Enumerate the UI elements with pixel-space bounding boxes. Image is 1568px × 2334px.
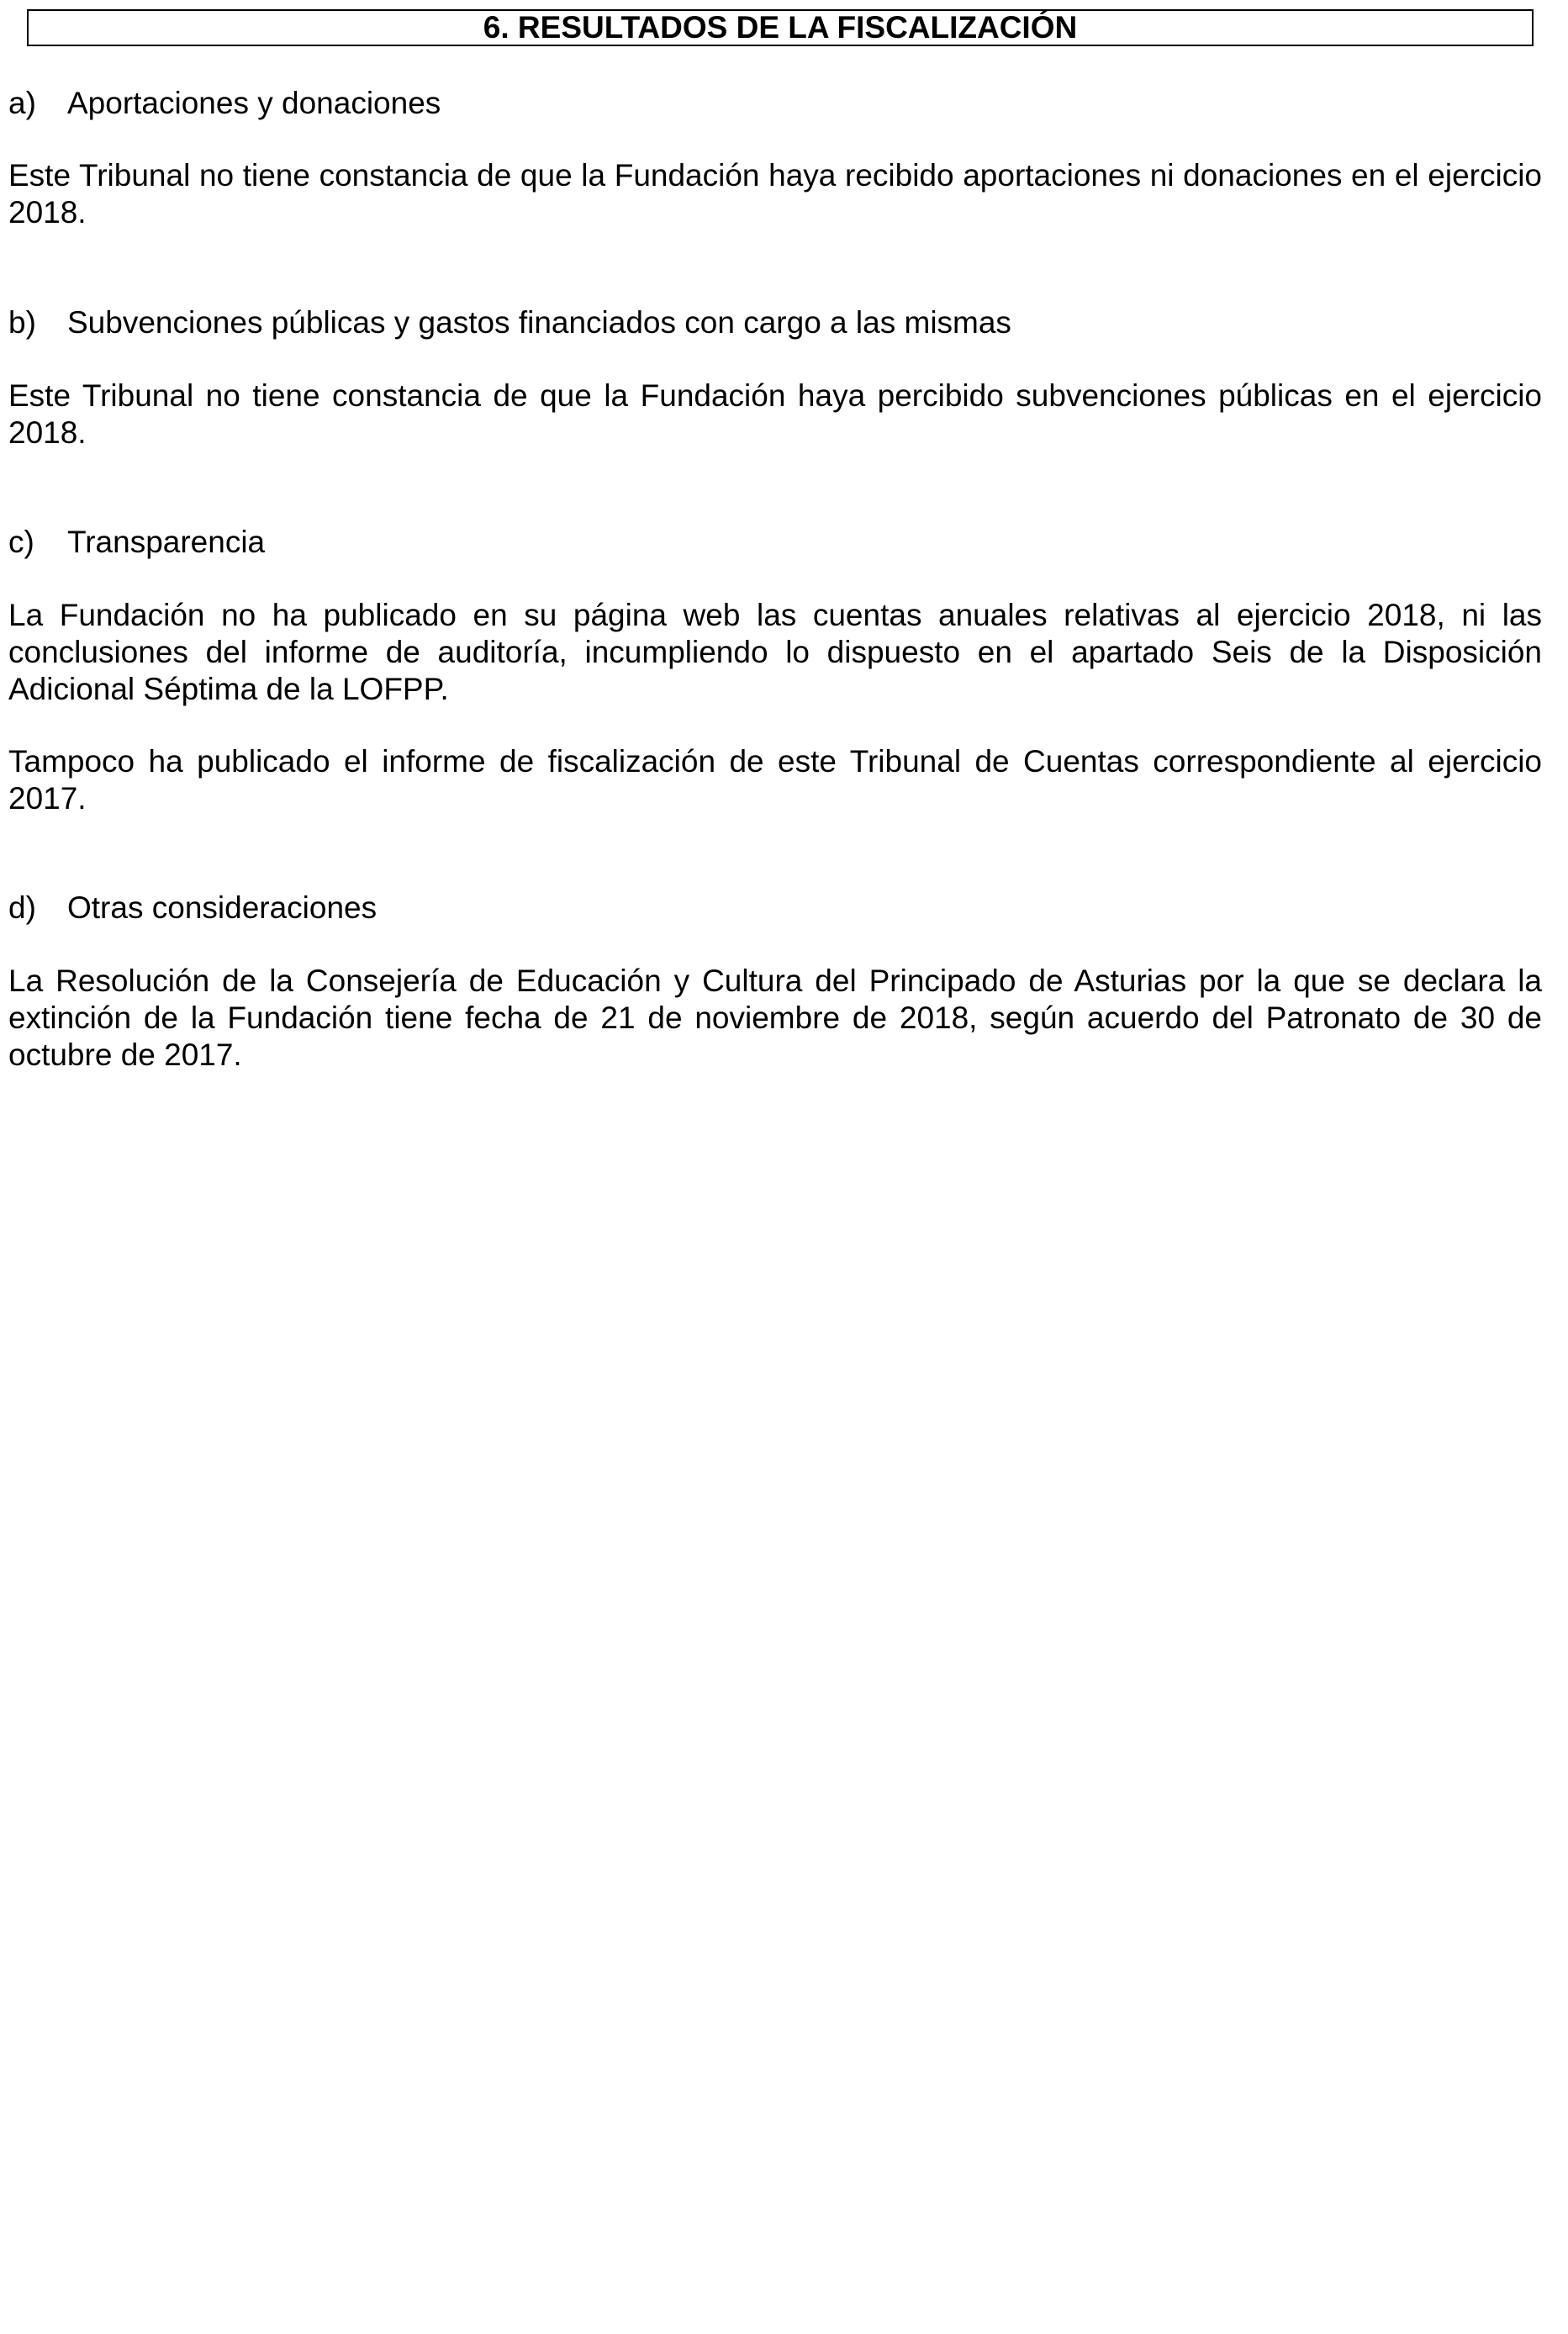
subsection-title: Subvenciones públicas y gastos financiados con cargo a las mismas [67, 305, 1011, 340]
subsection-letter: a) [8, 86, 36, 120]
paragraph-d-1: La Resolución de la Consejería de Educación y Cultura del Principado de Asturias por la que se declara la extinción de la Fundación tiene fecha de 21 de noviembre de 2018, según acuerdo del Patronato de 30 de octubre de 2017. [8, 964, 1542, 1072]
subsection-letter: b) [8, 305, 36, 340]
subsection-title: Otras consideraciones [67, 890, 377, 925]
paragraph-b-1: Este Tribunal no tiene constancia de que la Fundación haya percibido subvenciones públicas en el ejercicio 2018. [8, 378, 1542, 450]
section-title: 6. RESULTADOS DE LA FISCALIZACIÓN [27, 9, 1534, 46]
paragraph-a-1: Este Tribunal no tiene constancia de que la Fundación haya recibido aportaciones ni donaciones en el ejercicio 2018. [8, 158, 1542, 230]
subsection-heading-c [8, 524, 265, 561]
paragraph-c-2: Tampoco ha publicado el informe de fiscalización de este Tribunal de Cuentas correspondiente al ejercicio 2017. [8, 744, 1542, 816]
subsection-heading-b [8, 304, 1011, 341]
paragraph-c-1: La Fundación no ha publicado en su página web las cuentas anuales relativas al ejercicio 2018, ni las conclusiones del informe de auditoría, incumpliendo lo dispuesto en el apartado Seis de la Disposición Adicional Séptima de la LOFPP. [8, 598, 1542, 706]
subsection-letter: c) [8, 525, 34, 559]
subsection-title: Transparencia [67, 525, 266, 559]
subsection-heading-d [8, 890, 377, 927]
subsection-heading-a [8, 85, 441, 122]
subsection-letter: d) [8, 890, 36, 925]
subsection-title: Aportaciones y donaciones [67, 86, 441, 120]
